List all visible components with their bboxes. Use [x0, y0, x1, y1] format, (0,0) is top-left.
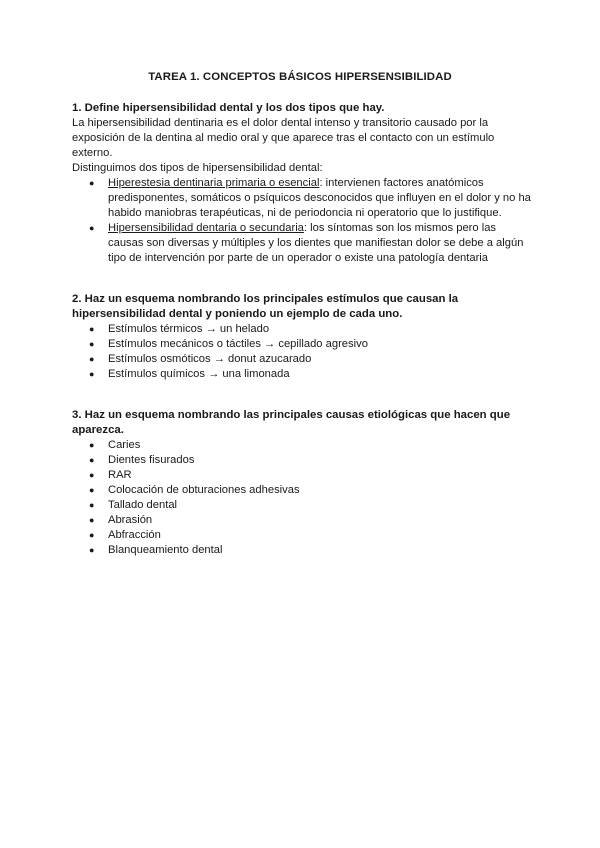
list-item	[72, 543, 532, 558]
type-description: : los síntomas son los mismos pero las causas son diversas y múltiples y los dientes que manifiestan dolor se debe a algún tipo de intervención por parte de un operador o existe una patología dentaria	[108, 222, 524, 264]
list-item	[72, 176, 532, 221]
cause-text: Blanqueamiento dental	[108, 544, 223, 556]
list-item	[72, 483, 532, 498]
type-term: Hiperestesia dentinaria primaria o esencial	[108, 177, 320, 189]
stimulus-text: Estímulos osmóticos → donut azucarado	[108, 353, 312, 365]
list-item	[72, 498, 532, 513]
section-3	[72, 408, 532, 558]
type-term: Hipersensibilidad dentaria o secundaria	[108, 222, 304, 234]
bullet-icon: ●	[89, 440, 95, 450]
types-intro: Distinguimos dos tipos de hipersensibilidad dental:	[72, 162, 323, 174]
causes-list	[72, 438, 532, 558]
list-item	[72, 468, 532, 483]
bullet-icon: ●	[89, 500, 95, 510]
section-3-heading: 3. Haz un esquema nombrando las principales causas etiológicas que hacen que aparezca.	[72, 409, 511, 436]
cause-text: RAR	[108, 469, 132, 481]
cause-text: Tallado dental	[108, 499, 178, 511]
cause-text: Colocación de obturaciones adhesivas	[108, 484, 300, 496]
stimulus-text: Estímulos mecánicos o táctiles → cepillado agresivo	[108, 338, 368, 350]
list-item	[72, 221, 532, 266]
types-list	[72, 176, 532, 266]
bullet-icon: ●	[89, 455, 95, 465]
bullet-icon: ●	[89, 223, 95, 233]
cause-text: Abfracción	[108, 529, 161, 541]
document-title: TAREA 1. CONCEPTOS BÁSICOS HIPERSENSIBILIDAD	[148, 71, 452, 83]
bullet-icon: ●	[89, 369, 95, 379]
stimulus-text: Estímulos químicos → una limonada	[108, 368, 290, 380]
list-item	[72, 438, 532, 453]
list-item	[72, 367, 532, 382]
section-2-heading: 2. Haz un esquema nombrando los principales estímulos que causan la hipersensibilidad dental y poniendo un ejemplo de cada uno.	[72, 293, 459, 320]
list-item	[72, 322, 532, 337]
list-item	[72, 453, 532, 468]
cause-text: Abrasión	[108, 514, 153, 526]
list-item	[72, 513, 532, 528]
cause-text: Caries	[108, 439, 141, 451]
cause-text: Dientes fisurados	[108, 454, 195, 466]
section-1	[72, 101, 532, 266]
type-description: : intervienen factores anatómicos predisponentes, somáticos o psíquicos desconocidos que influyen en el dolor y no ha habido maniobras terapéuticas, ni de periodoncia ni operatorio que lo justifique.	[108, 177, 531, 219]
bullet-icon: ●	[89, 324, 95, 334]
definition-paragraph: La hipersensibilidad dentinaria es el dolor dental intenso y transitorio causado por la exposición de la dentina al medio oral y que aparece tras el contacto con un estímulo externo.	[72, 117, 495, 159]
list-item	[72, 337, 532, 352]
bullet-icon: ●	[89, 530, 95, 540]
bullet-icon: ●	[89, 485, 95, 495]
bullet-icon: ●	[89, 545, 95, 555]
stimuli-list	[72, 322, 532, 382]
stimulus-text: Estímulos térmicos → un helado	[108, 323, 270, 335]
bullet-icon: ●	[89, 515, 95, 525]
bullet-icon: ●	[89, 354, 95, 364]
list-item	[72, 528, 532, 543]
bullet-icon: ●	[89, 178, 95, 188]
bullet-icon: ●	[89, 339, 95, 349]
section-1-heading: 1. Define hipersensibilidad dental y los dos tipos que hay.	[72, 102, 385, 114]
bullet-icon: ●	[89, 470, 95, 480]
list-item	[72, 352, 532, 367]
section-2	[72, 292, 532, 382]
